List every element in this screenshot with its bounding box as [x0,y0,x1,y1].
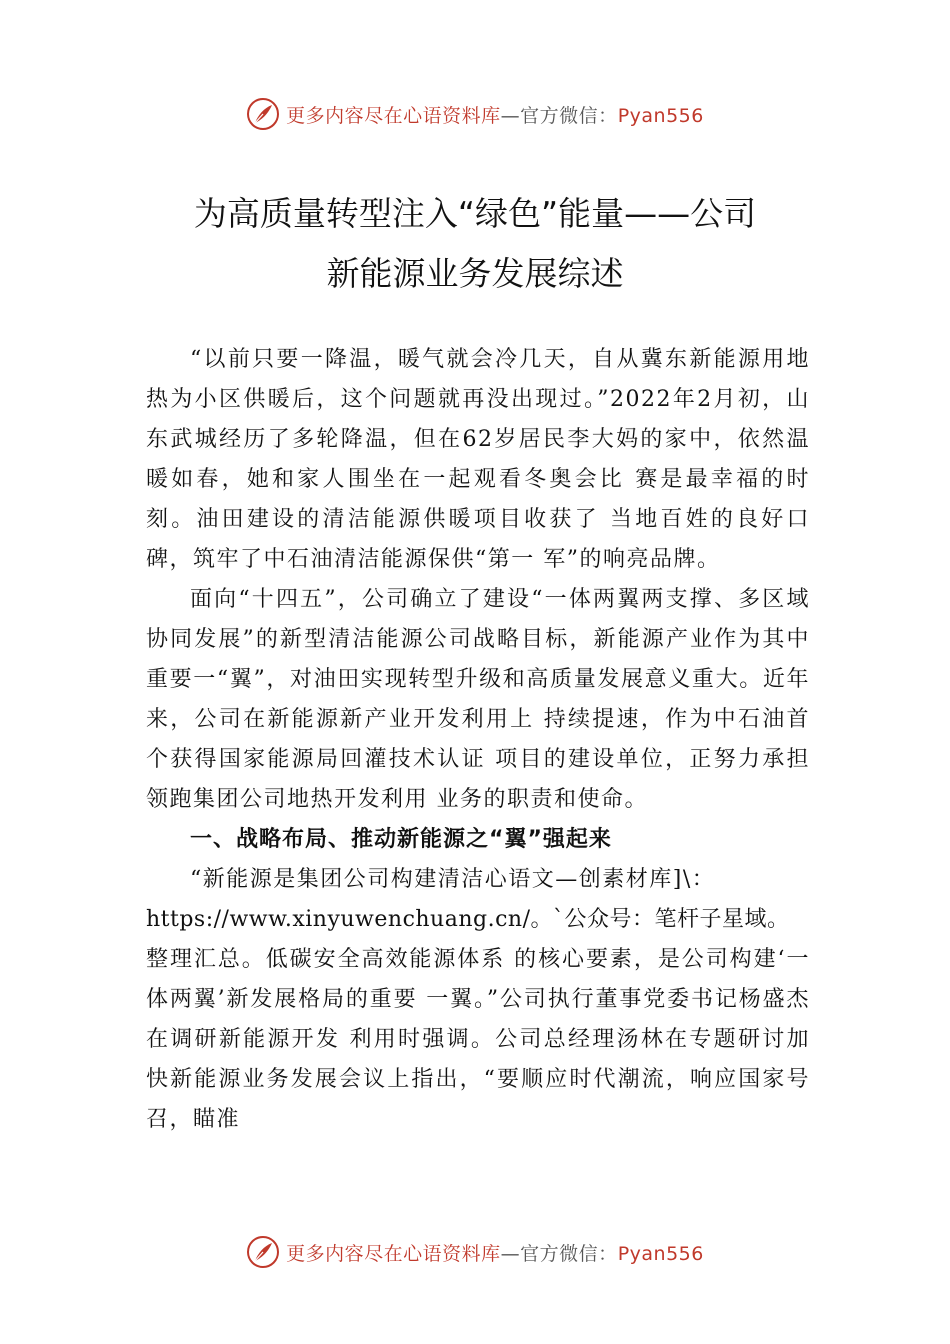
header-banner-text: 更多内容尽在心语资料库—官方微信：Pyan556 [286,104,704,127]
paragraph-3-line-2: https://www.xinyuwenchuang.cn/。`公众号：笔杆子星域。 [146,907,790,932]
paragraph-3-line-1: “新能源是集团公司构建清洁心语文—创素材库]\： [190,867,716,892]
title-line-2: 新能源业务发展综述 [326,254,624,293]
document-title [120,184,830,304]
feather-pen-icon [246,1235,280,1269]
paragraph-2: 面向“十四五”，公司确立了建设“一体两翼两支撑、多区域协同发展”的新型清洁能源公司战略目标，新能源产业作为其中重要一“翼”，对油田实现转型升级和高质量发展意义重大。近年来，公司在新能源新产业开发利用上 持续提速，作为中石油首个获得国家能源局回灌技术认证 项目的建设单位，正努力承担领跑集团公司地热开发利用 业务的职责和使命。 [146,587,810,812]
footer-banner-text: 更多内容尽在心语资料库—官方微信：Pyan556 [286,1242,704,1265]
document-body [146,340,810,1140]
section-heading-1: 一、战略布局、推动新能源之“翼”强起来 [190,827,612,852]
title-line-1: 为高质量转型注入“绿色”能量——公司 [193,194,757,233]
paragraph-3-rest: 整理汇总。低碳安全高效能源体系 的核心要素，是公司构建‘一体两翼’新发展格局的重要 一翼。”公司执行董事党委书记杨盛杰在调研新能源开发 利用时强调。公司总经理汤林在专题研讨加快新能源业务发展会议上指出，“要顺应时代潮流，响应国家号召，瞄准 [146,947,810,1132]
feather-pen-icon [246,97,280,131]
header-watermark-banner [0,94,950,134]
paragraph-1: “以前只要一降温，暖气就会冷几天，自从冀东新能源用地热为小区供暖后，这个问题就再没出现过。”2022年2月初，山东武城经历了多轮降温，但在62岁居民李大妈的家中，依然温暖如春，她和家人围坐在一起观看冬奥会比 赛是最幸福的时刻。油田建设的清洁能源供暖项目收获了 当地百姓的良好口碑，筑牢了中石油清洁能源保供“第一 军”的响亮品牌。 [146,347,810,572]
footer-watermark-banner [0,1232,950,1272]
